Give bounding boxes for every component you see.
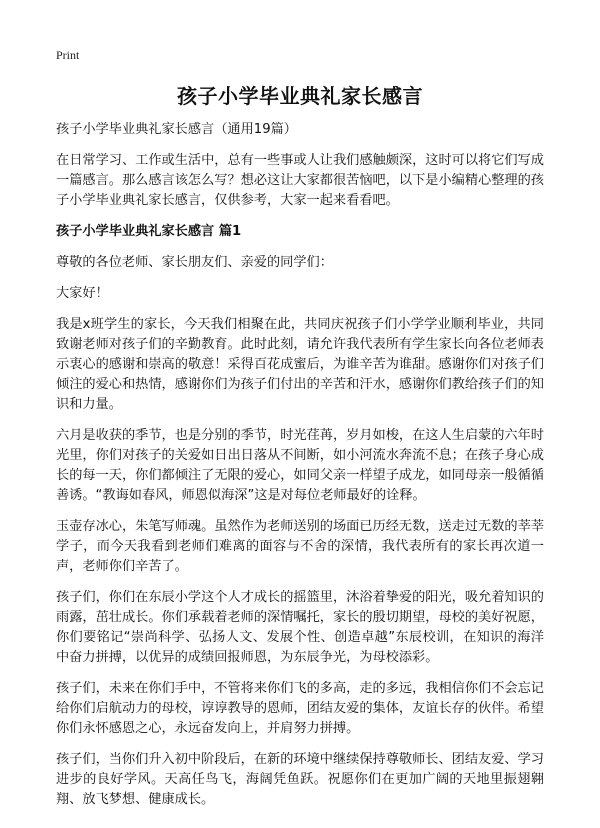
greeting: 大家好！ bbox=[56, 286, 109, 301]
body-paragraph: 孩子们，你们在东辰小学这个人才成长的摇篮里，沐浴着挚爱的阳光，吸允着知识的雨露，茁壮成长。你们承载着老师的深情嘱托，家长的殷切期望，母校的美好祝愿，你们要铭记“崇尚科学、弘扬人文、发展个性、创造卓越”东辰校训，在知识的海洋中奋力拼搏，以优异的成绩回报师恩，为东辰争光，为母校添彩。 bbox=[56, 590, 544, 665]
body-paragraph: 孩子们，未来在你们手中，不管将来你们飞的多高，走的多远，我相信你们不会忘记给你们启航动力的母校，谆谆教导的恩师，团结友爱的集体，友谊长存的伙伴。希望你们永怀感恩之心，永远奋发向上，并肩努力拼搏。 bbox=[56, 681, 544, 736]
body-paragraph: 孩子们，当你们升入初中阶段后，在新的环境中继续保持尊敬师长、团结友爱、学习进步的良好学风。天高任鸟飞，海阔凭鱼跃。祝愿你们在更加广阔的天地里振翅翱翔、放飞梦想、健康成长。 bbox=[56, 752, 544, 807]
intro-paragraph: 在日常学习、工作或生活中，总有一些事或人让我们感触颇深，这时可以将它们写成一篇感言。那么感言该怎么写？想必这让大家都很苦恼吧，以下是小编精心整理的孩子小学毕业典礼家长感言，仅供参考，大家一起来看看吧。 bbox=[56, 153, 544, 208]
body-paragraph: 玉壶存冰心，朱笔写师魂。虽然作为老师送别的场面已历经无数，送走过无数的莘莘学子，而今天我看到老师们难离的面容与不舍的深情，我代表所有的家长再次道一声，老师你们辛苦了。 bbox=[56, 519, 544, 574]
article-subtitle: 孩子小学毕业典礼家长感言（通用19篇） bbox=[56, 122, 297, 137]
body-paragraph: 我是x班学生的家长，今天我们相聚在此，共同庆祝孩子们小学学业顺利毕业，共同致谢老师对孩子们的辛勤教育。此时此刻，请允许我代表所有学生家长向各位老师表示衷心的感谢和崇高的敬意！采得百花成蜜后，为谁辛苦为谁甜。感谢你们对孩子们倾注的爱心和热情，感谢你们为孩子们付出的辛苦和汗水，感谢你们教给孩子们的知识和力量。 bbox=[56, 317, 544, 412]
section-heading: 孩子小学毕业典礼家长感言 篇1 bbox=[56, 224, 242, 239]
salutation: 尊敬的各位老师、家长朋友们、亲爱的同学们： bbox=[56, 255, 333, 270]
page-title: 孩子小学毕业典礼家长感言 bbox=[177, 84, 423, 108]
body-paragraph: 六月是收获的季节，也是分别的季节，时光荏苒，岁月如梭，在这人生启蒙的六年时光里，你们对孩子的关爱如日出日落从不间断，如小河流水奔流不息；在孩子身心成长的每一天，你们都倾注了无限的爱心，如同父亲一样望子成龙，如同母亲一般循循善诱。“教诲如春风，师恩似海深”这是对每位老师最好的诠释。 bbox=[56, 428, 544, 503]
article-body bbox=[56, 120, 544, 821]
print-link[interactable]: Print bbox=[56, 48, 80, 62]
